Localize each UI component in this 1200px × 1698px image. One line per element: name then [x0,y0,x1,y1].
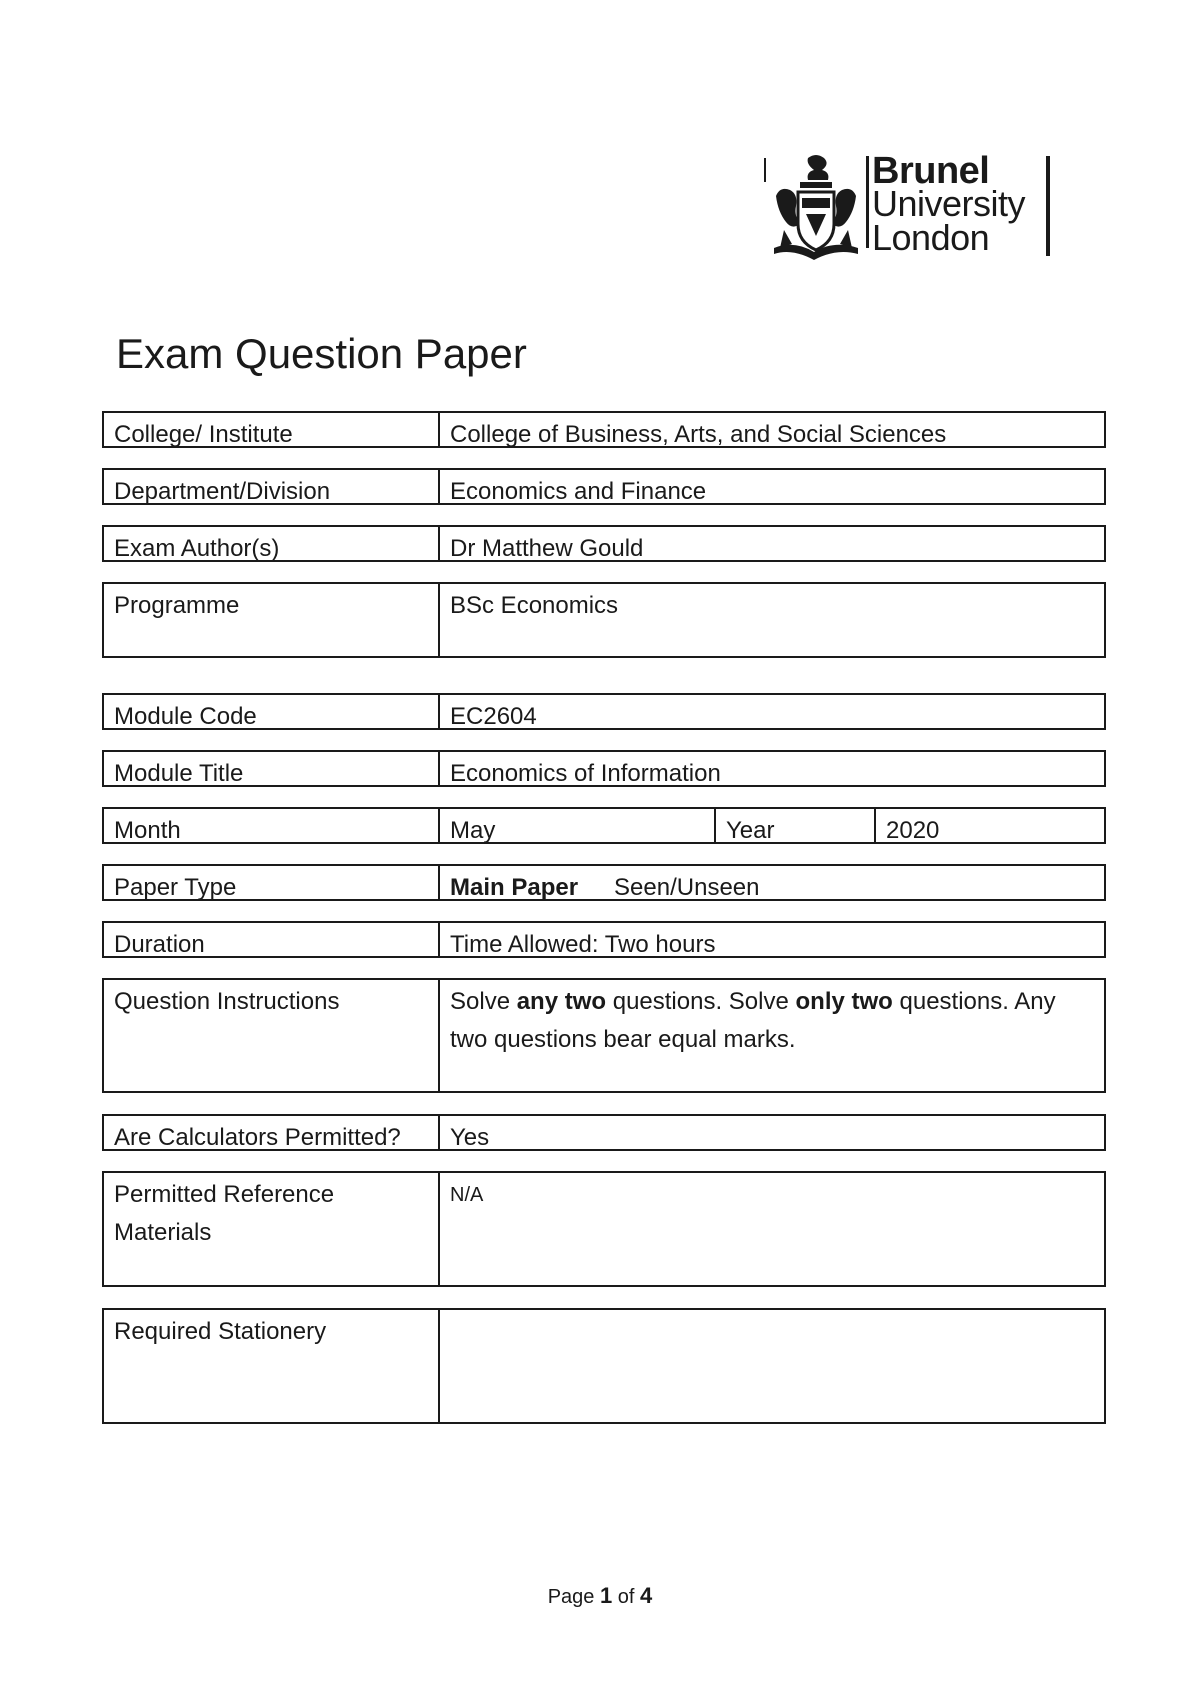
author-label: Exam Author(s) [104,527,440,560]
reference-label: Permitted Reference Materials [104,1173,440,1285]
instructions-bold-1: any two [516,988,607,1015]
module-code-value: EC2604 [450,703,537,728]
coat-of-arms-icon [772,152,860,260]
module-title-row [102,750,1106,787]
author-row [102,525,1106,562]
paper-type-value [440,866,1104,899]
reference-value: N/A [450,1184,484,1206]
instructions-bold-2: only two [795,988,893,1015]
university-logo [762,152,1052,264]
stationery-value [440,1310,1104,1422]
instructions-label: Question Instructions [104,980,440,1091]
calculators-label: Are Calculators Permitted? [104,1116,440,1149]
footer-of-word: of [617,1586,635,1608]
month-label: Month [104,809,440,842]
module-title-value: Economics of Information [450,760,721,785]
programme-value: BSc Economics [450,592,619,619]
author-value: Dr Matthew Gould [450,535,644,560]
calculators-row [102,1114,1106,1151]
department-value: Economics and Finance [450,478,707,503]
logo-divider-right [1046,156,1050,256]
instructions-text-3: questions. Any two questions bear equal marks. [450,988,1056,1053]
logo-divider-middle [866,156,869,248]
reference-row [102,1171,1106,1287]
college-row [102,411,1106,448]
footer-total-pages: 4 [640,1583,653,1608]
page-title: Exam Question Paper [116,330,527,377]
college-value: College of Business, Arts, and Social Sciences [450,421,947,446]
logo-line-brunel: Brunel [872,150,990,192]
instructions-row [102,978,1106,1093]
module-code-label: Module Code [104,695,440,728]
department-label: Department/Division [104,470,440,503]
department-row [102,468,1106,505]
duration-value: Time Allowed: Two hours [450,931,716,956]
module-code-row [102,693,1106,730]
module-title-label: Module Title [104,752,440,785]
logo-wordmark [872,150,1026,258]
paper-type-seen: Seen/Unseen [614,874,760,899]
logo-line-london: London [872,217,990,258]
logo-line-university: University [872,183,1026,224]
duration-label: Duration [104,923,440,956]
page-footer [0,1583,1200,1609]
month-year-row [102,807,1106,844]
stationery-row [102,1308,1106,1424]
duration-row [102,921,1106,958]
paper-type-main: Main Paper [450,874,579,899]
programme-label: Programme [104,584,440,656]
instructions-text-2: questions. Solve [606,988,796,1015]
college-label: College/ Institute [104,413,440,446]
year-value: 2020 [886,817,940,842]
paper-type-label: Paper Type [104,866,440,899]
paper-type-row [102,864,1106,901]
programme-row [102,582,1106,658]
instructions-text-1: Solve [450,988,517,1015]
footer-page-word: Page [547,1586,595,1608]
stationery-label: Required Stationery [104,1310,440,1422]
footer-current-page: 1 [599,1583,613,1608]
year-label: Year [716,809,876,842]
month-value: May [440,809,716,842]
logo-divider-left [764,158,766,182]
instructions-value [440,980,1104,1091]
calculators-value: Yes [450,1124,490,1149]
